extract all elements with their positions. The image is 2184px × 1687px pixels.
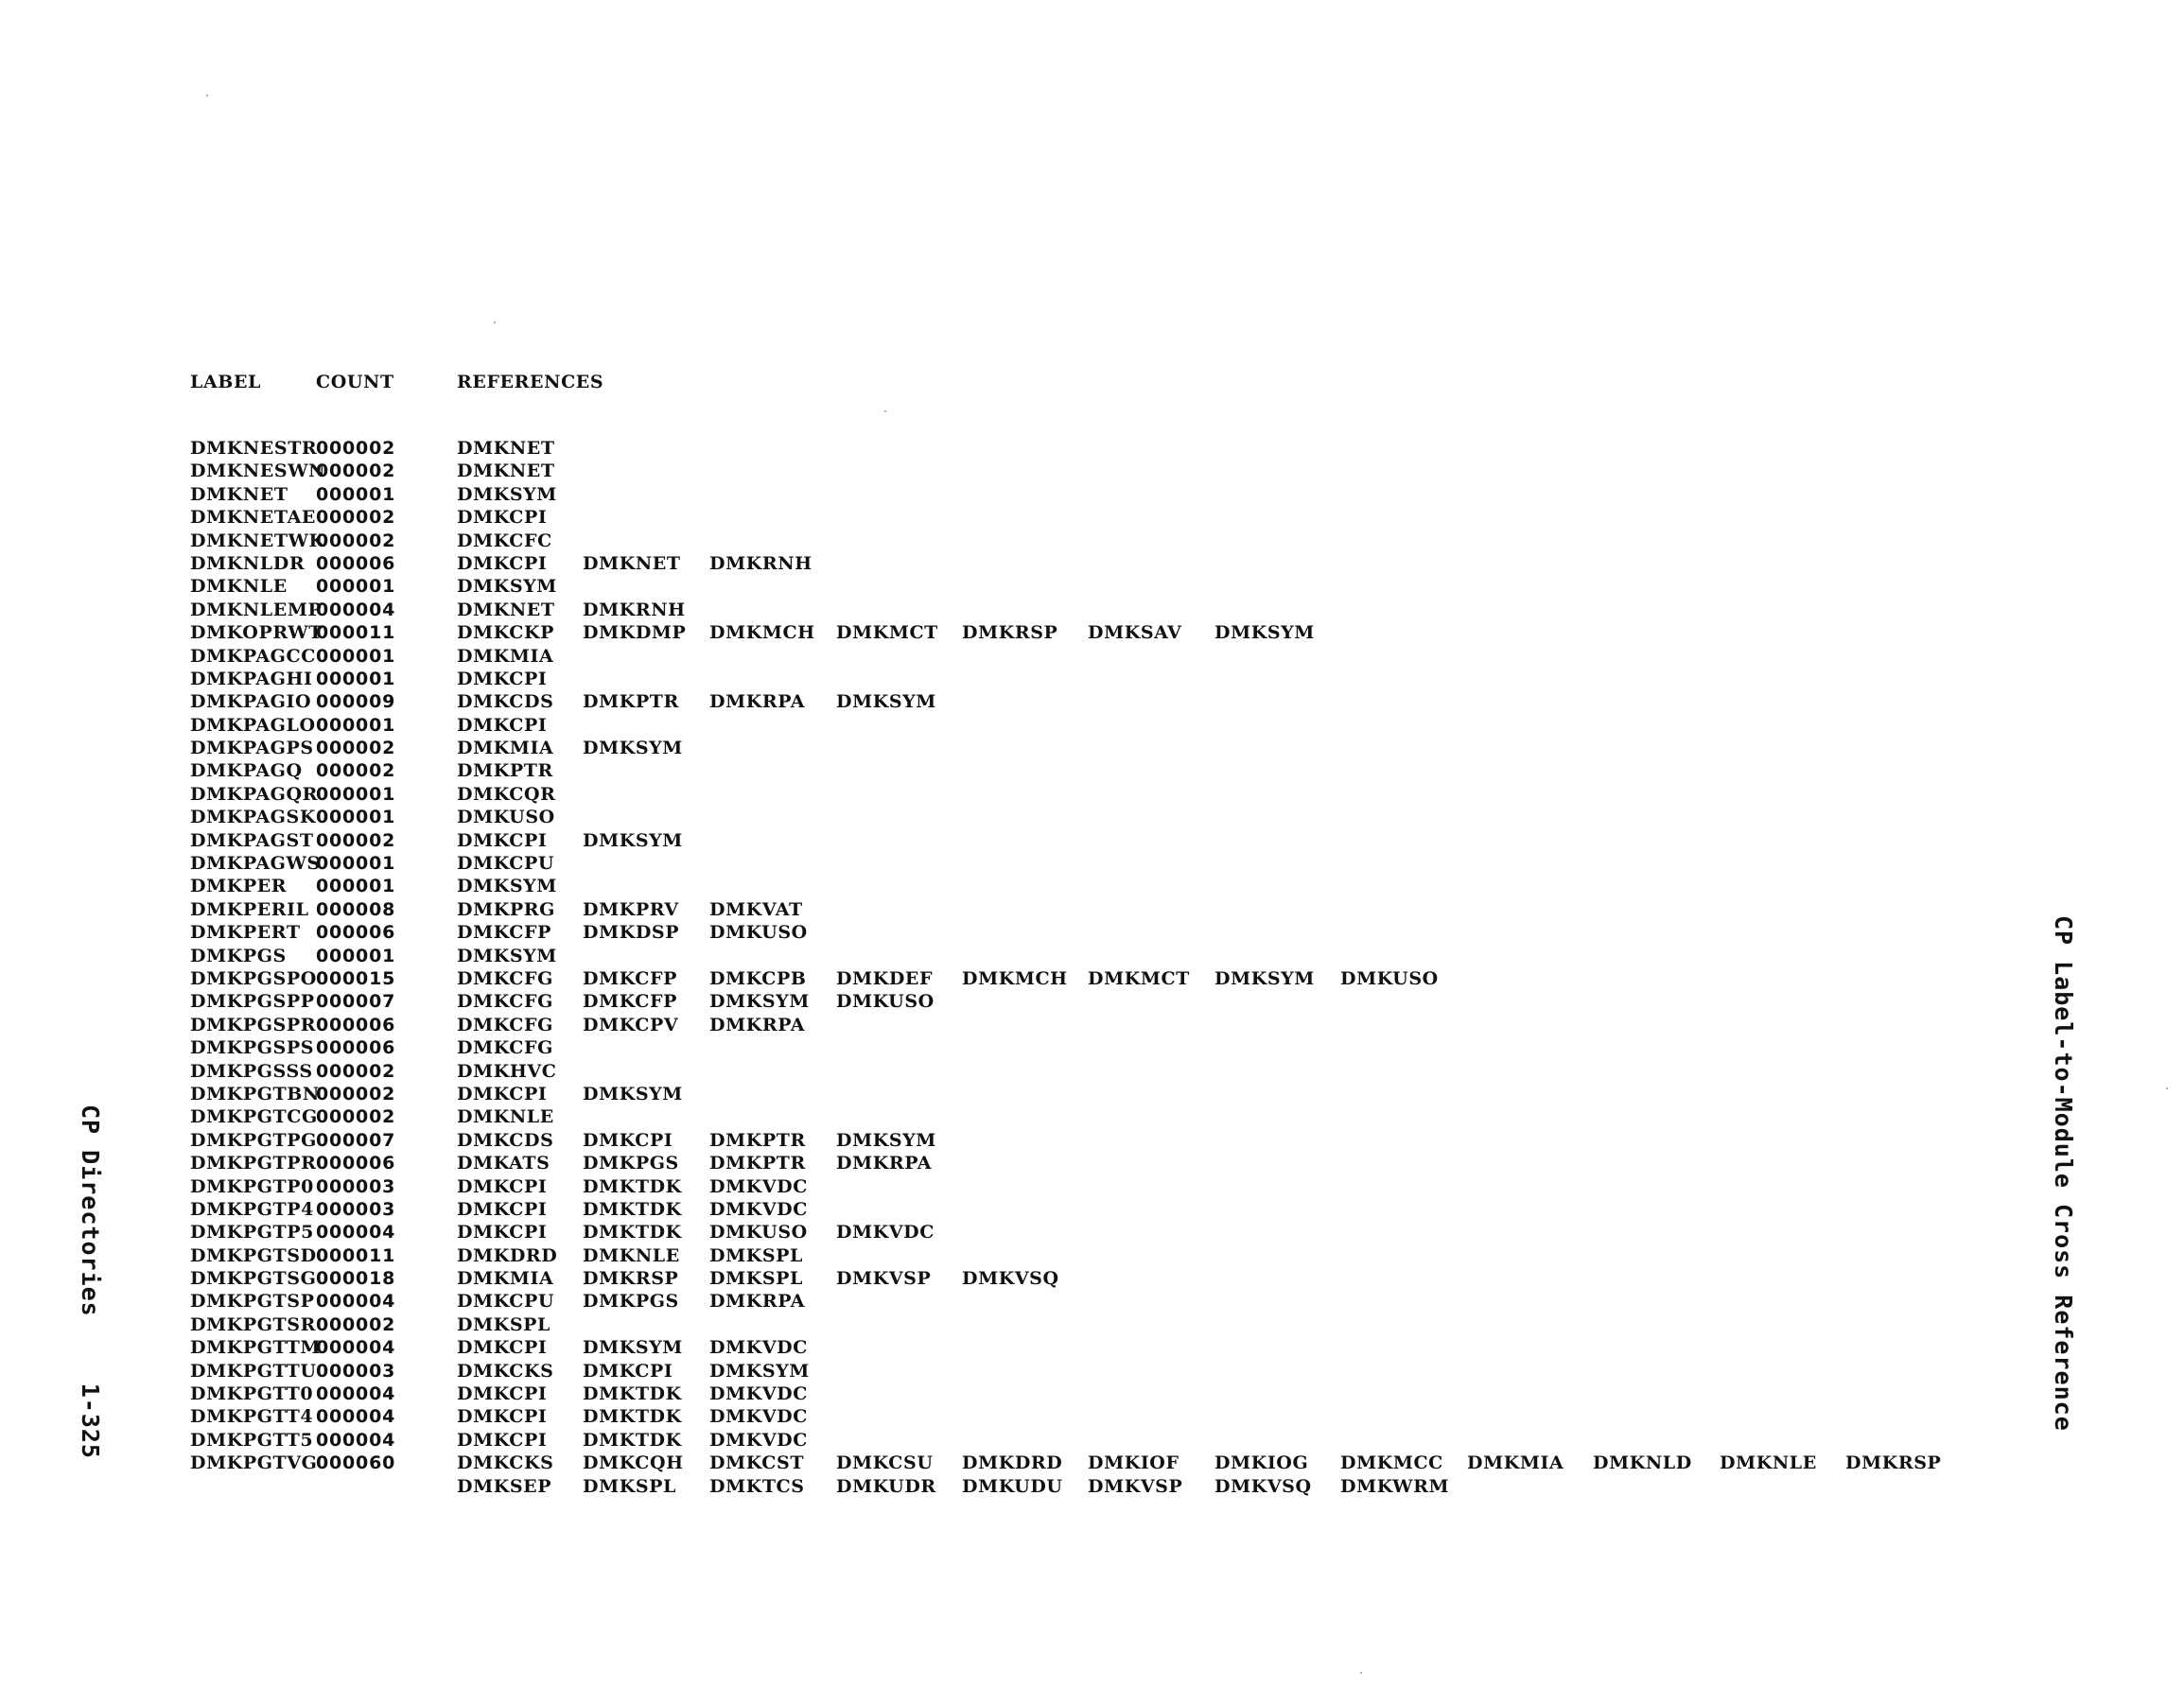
row-reference: DMKTDK — [583, 1406, 682, 1428]
row-label: DMKPGTPR — [190, 1153, 317, 1174]
row-label: DMKOPRWT — [190, 622, 323, 644]
row-label: DMKNLE — [190, 576, 288, 598]
row-count: 000002 — [316, 507, 396, 529]
row-label: DMKPGTP5 — [190, 1222, 314, 1244]
row-label: DMKPAGSK — [190, 807, 316, 828]
row-label: DMKPGTBN — [190, 1083, 320, 1104]
row-reference: DMKMCH — [709, 622, 815, 644]
row-count: 000001 — [316, 668, 396, 689]
row-reference: DMKATS — [457, 1153, 550, 1174]
row-reference: DMKPTR — [709, 1153, 806, 1174]
row-reference: DMKSYM — [457, 576, 557, 598]
row-reference: DMKMCH — [962, 967, 1068, 989]
row-label: DMKPAGQR — [190, 783, 319, 805]
row-count: 000002 — [316, 760, 396, 782]
row-reference: DMKNLE — [1720, 1452, 1817, 1474]
row-reference: DMKRPA — [709, 1291, 806, 1313]
scan-speck — [2166, 1087, 2168, 1089]
row-label: DMKPGTT5 — [190, 1429, 314, 1451]
row-reference: DMKCPI — [457, 668, 548, 689]
row-reference: DMKMIA — [457, 1268, 554, 1290]
row-reference: DMKSAV — [1088, 622, 1182, 644]
row-reference: DMKCPI — [457, 507, 548, 529]
row-label: DMKPGTT4 — [190, 1406, 314, 1428]
row-reference: DMKCPI — [457, 714, 548, 736]
row-reference: DMKCPB — [709, 967, 807, 989]
row-reference: DMKRSP — [962, 622, 1058, 644]
row-label: DMKPAGQ — [190, 760, 303, 782]
row-label: DMKPGTP4 — [190, 1198, 314, 1220]
row-count: 000006 — [316, 1037, 396, 1059]
row-reference: DMKCPI — [457, 1222, 548, 1244]
row-count: 000009 — [316, 691, 396, 713]
row-label: DMKNLEMP — [190, 599, 323, 620]
count-column-header: COUNT — [316, 372, 394, 392]
row-count: 000006 — [316, 1014, 396, 1035]
row-reference: DMKNET — [457, 599, 555, 620]
row-count: 000015 — [316, 967, 396, 989]
row-label: DMKPGTT0 — [190, 1383, 314, 1405]
row-count: 000003 — [316, 1175, 396, 1197]
row-label: DMKPERT — [190, 922, 301, 944]
row-reference: DMKHVC — [457, 1060, 557, 1082]
row-reference: DMKNLE — [583, 1244, 680, 1266]
row-reference: DMKVSQ — [1214, 1475, 1312, 1497]
row-reference: DMKCQR — [457, 783, 556, 805]
row-reference: DMKCFG — [457, 1014, 553, 1035]
row-label: DMKPGSPR — [190, 1014, 317, 1035]
row-reference: DMKCPI — [457, 552, 548, 574]
label-column-header: LABEL — [190, 372, 262, 392]
side-title-right: CP Label-to-Module Cross Reference — [2050, 915, 2077, 1432]
row-count: 000002 — [316, 1106, 396, 1128]
row-reference: DMKVSQ — [962, 1268, 1059, 1290]
row-reference: DMKCFP — [457, 922, 552, 944]
row-count: 000002 — [316, 1313, 396, 1335]
row-label: DMKPGTVG — [190, 1452, 318, 1474]
row-reference: DMKPTR — [457, 760, 553, 782]
row-label: DMKPGSPP — [190, 991, 315, 1013]
row-count: 000002 — [316, 1083, 396, 1104]
row-reference: DMKSYM — [583, 829, 683, 851]
row-label: DMKPGSPS — [190, 1037, 315, 1059]
row-reference: DMKVDC — [709, 1406, 808, 1428]
row-label: DMKPGTSR — [190, 1313, 316, 1335]
row-reference: DMKCFC — [457, 530, 552, 551]
row-reference: DMKRNH — [583, 599, 686, 620]
row-reference: DMKSYM — [709, 1360, 810, 1382]
row-count: 000006 — [316, 552, 396, 574]
row-reference: DMKSEP — [457, 1475, 552, 1497]
row-reference: DMKNLE — [457, 1106, 554, 1128]
row-reference: DMKTDK — [583, 1429, 682, 1451]
row-count: 000004 — [316, 599, 396, 620]
row-reference: DMKCPI — [457, 1337, 548, 1359]
row-count: 000011 — [316, 622, 396, 644]
row-reference: DMKUDU — [962, 1475, 1063, 1497]
references-column-header: REFERENCES — [457, 372, 604, 392]
row-reference: DMKPRG — [457, 898, 555, 920]
row-reference: DMKSPL — [457, 1313, 550, 1335]
row-reference: DMKPGS — [583, 1291, 679, 1313]
row-reference: DMKCPI — [457, 1175, 548, 1197]
row-label: DMKPER — [190, 876, 288, 897]
row-reference: DMKCFG — [457, 991, 553, 1013]
row-reference: DMKCFG — [457, 1037, 553, 1059]
row-count: 000006 — [316, 1153, 396, 1174]
row-count: 000007 — [316, 991, 396, 1013]
row-reference: DMKUSO — [836, 991, 935, 1013]
row-label: DMKPGTP0 — [190, 1175, 314, 1197]
row-label: DMKPGSPO — [190, 967, 317, 989]
section-title: CP Directories — [77, 1104, 104, 1317]
row-count: 000001 — [316, 783, 396, 805]
row-reference: DMKCPI — [457, 1083, 548, 1104]
row-reference: DMKDRD — [962, 1452, 1063, 1474]
row-label: DMKNLDR — [190, 552, 306, 574]
scan-speck — [1360, 1672, 1362, 1674]
row-reference: DMKNLD — [1593, 1452, 1692, 1474]
row-reference: DMKCPI — [583, 1360, 673, 1382]
row-reference: DMKRSP — [583, 1268, 679, 1290]
row-reference: DMKSYM — [457, 483, 557, 505]
scan-speck — [494, 322, 496, 323]
row-reference: DMKDMP — [583, 622, 687, 644]
row-reference: DMKUDR — [836, 1475, 936, 1497]
row-reference: DMKVDC — [709, 1429, 808, 1451]
row-reference: DMKSYM — [457, 876, 557, 897]
row-label: DMKPAGCC — [190, 645, 316, 667]
row-count: 000004 — [316, 1337, 396, 1359]
row-count: 000003 — [316, 1360, 396, 1382]
row-count: 000002 — [316, 530, 396, 551]
row-reference: DMKCPU — [457, 1291, 555, 1313]
row-reference: DMKSYM — [1214, 967, 1315, 989]
scan-speck — [884, 410, 886, 412]
row-reference: DMKCFP — [583, 991, 678, 1013]
row-reference: DMKPTR — [709, 1129, 806, 1151]
row-count: 000018 — [316, 1268, 396, 1290]
row-reference: DMKTDK — [583, 1175, 682, 1197]
row-reference: DMKWRM — [1340, 1475, 1450, 1497]
row-reference: DMKSYM — [836, 691, 936, 713]
row-reference: DMKSPL — [709, 1268, 803, 1290]
row-reference: DMKNET — [457, 461, 555, 482]
row-reference: DMKSYM — [457, 945, 557, 966]
row-count: 000003 — [316, 1198, 396, 1220]
row-count: 000001 — [316, 807, 396, 828]
row-count: 000001 — [316, 876, 396, 897]
row-count: 000006 — [316, 922, 396, 944]
row-label: DMKPAGHI — [190, 668, 313, 689]
row-reference: DMKUSO — [457, 807, 555, 828]
row-count: 000002 — [316, 461, 396, 482]
row-reference: DMKCQH — [583, 1452, 684, 1474]
row-reference: DMKCPI — [457, 829, 548, 851]
row-reference: DMKSPL — [583, 1475, 676, 1497]
row-reference: DMKVDC — [709, 1383, 808, 1405]
row-reference: DMKMIA — [457, 645, 554, 667]
row-reference: DMKPGS — [583, 1153, 679, 1174]
row-reference: DMKCPI — [457, 1383, 548, 1405]
row-label: DMKNETWK — [190, 530, 325, 551]
row-reference: DMKCPI — [457, 1406, 548, 1428]
row-reference: DMKCST — [709, 1452, 805, 1474]
row-reference: DMKTDK — [583, 1222, 682, 1244]
row-reference: DMKMCT — [836, 622, 938, 644]
row-reference: DMKSYM — [1214, 622, 1315, 644]
row-reference: DMKUSO — [1340, 967, 1439, 989]
row-reference: DMKCPI — [457, 1198, 548, 1220]
row-label: DMKPGTSG — [190, 1268, 317, 1290]
row-reference: DMKVSP — [1088, 1475, 1183, 1497]
row-label: DMKNETAE — [190, 507, 316, 529]
row-reference: DMKVDC — [709, 1175, 808, 1197]
row-count: 000002 — [316, 1060, 396, 1082]
row-reference: DMKDEF — [836, 967, 934, 989]
row-reference: DMKCFP — [583, 967, 678, 989]
row-reference: DMKSYM — [709, 991, 810, 1013]
side-footer-left — [77, 1104, 104, 1459]
row-reference: DMKCFG — [457, 967, 553, 989]
row-reference: DMKDRD — [457, 1244, 558, 1266]
row-reference: DMKMIA — [457, 738, 554, 759]
row-reference: DMKTDK — [583, 1198, 682, 1220]
row-count: 000002 — [316, 438, 396, 459]
row-reference: DMKVDC — [836, 1222, 935, 1244]
row-reference: DMKCKS — [457, 1452, 554, 1474]
row-count: 000007 — [316, 1129, 396, 1151]
row-count: 000001 — [316, 576, 396, 598]
row-count: 000004 — [316, 1429, 396, 1451]
row-label: DMKPAGIO — [190, 691, 312, 713]
row-reference: DMKRPA — [709, 691, 806, 713]
row-reference: DMKCDS — [457, 691, 554, 713]
row-label: DMKPGTSP — [190, 1291, 315, 1313]
row-count: 000011 — [316, 1244, 396, 1266]
row-reference: DMKMCC — [1340, 1452, 1443, 1474]
row-reference: DMKMCT — [1088, 967, 1190, 989]
row-reference: DMKNET — [583, 552, 681, 574]
row-reference: DMKPRV — [583, 898, 679, 920]
row-reference: DMKCKP — [457, 622, 555, 644]
row-reference: DMKCPI — [583, 1129, 673, 1151]
row-label: DMKPAGLO — [190, 714, 316, 736]
row-count: 000002 — [316, 738, 396, 759]
row-reference: DMKCPI — [457, 1429, 548, 1451]
row-label: DMKPERIL — [190, 898, 309, 920]
row-reference: DMKUSO — [709, 922, 808, 944]
row-label: DMKPAGWS — [190, 853, 321, 875]
row-label: DMKNET — [190, 483, 288, 505]
row-label: DMKNESWN — [190, 461, 326, 482]
row-count: 000001 — [316, 853, 396, 875]
scan-speck — [206, 95, 208, 96]
row-count: 000004 — [316, 1383, 396, 1405]
row-reference: DMKSPL — [709, 1244, 803, 1266]
row-reference: DMKCKS — [457, 1360, 554, 1382]
row-count: 000002 — [316, 829, 396, 851]
row-reference: DMKTCS — [709, 1475, 805, 1497]
row-label: DMKPAGPS — [190, 738, 314, 759]
row-reference: DMKIOG — [1214, 1452, 1309, 1474]
row-label: DMKPGTPG — [190, 1129, 317, 1151]
row-count: 000004 — [316, 1222, 396, 1244]
row-count: 000001 — [316, 483, 396, 505]
row-label: DMKPAGST — [190, 829, 314, 851]
row-reference: DMKRSP — [1845, 1452, 1942, 1474]
row-count: 000001 — [316, 714, 396, 736]
row-reference: DMKUSO — [709, 1222, 808, 1244]
row-count: 000004 — [316, 1291, 396, 1313]
row-reference: DMKSYM — [583, 1337, 683, 1359]
row-reference: DMKVSP — [836, 1268, 932, 1290]
row-reference: DMKDSP — [583, 922, 680, 944]
row-reference: DMKVDC — [709, 1337, 808, 1359]
page-number: 1-325 — [77, 1383, 104, 1459]
row-label: DMKPGTTM — [190, 1337, 321, 1359]
row-reference: DMKSYM — [583, 738, 683, 759]
row-reference: DMKTDK — [583, 1383, 682, 1405]
row-reference: DMKCDS — [457, 1129, 554, 1151]
row-reference: DMKCSU — [836, 1452, 934, 1474]
row-reference: DMKRNH — [709, 552, 812, 574]
row-reference: DMKSYM — [583, 1083, 683, 1104]
row-reference: DMKMIA — [1467, 1452, 1564, 1474]
row-count: 000001 — [316, 645, 396, 667]
row-reference: DMKVDC — [709, 1198, 808, 1220]
row-reference: DMKRPA — [709, 1014, 806, 1035]
row-label: DMKPGTTU — [190, 1360, 317, 1382]
row-label: DMKNESTR — [190, 438, 318, 459]
row-reference: DMKSYM — [836, 1129, 936, 1151]
row-label: DMKPGS — [190, 945, 287, 966]
row-count: 000004 — [316, 1406, 396, 1428]
row-label: DMKPGSSS — [190, 1060, 313, 1082]
row-reference: DMKPTR — [583, 691, 679, 713]
row-reference: DMKCPU — [457, 853, 555, 875]
row-reference: DMKVAT — [709, 898, 803, 920]
row-reference: DMKRPA — [836, 1153, 933, 1174]
row-count: 000008 — [316, 898, 396, 920]
row-count: 000060 — [316, 1452, 396, 1474]
row-label: DMKPGTCG — [190, 1106, 318, 1128]
row-count: 000001 — [316, 945, 396, 966]
row-reference: DMKCPV — [583, 1014, 679, 1035]
row-label: DMKPGTSD — [190, 1244, 317, 1266]
row-reference: DMKIOF — [1088, 1452, 1179, 1474]
row-reference: DMKNET — [457, 438, 555, 459]
